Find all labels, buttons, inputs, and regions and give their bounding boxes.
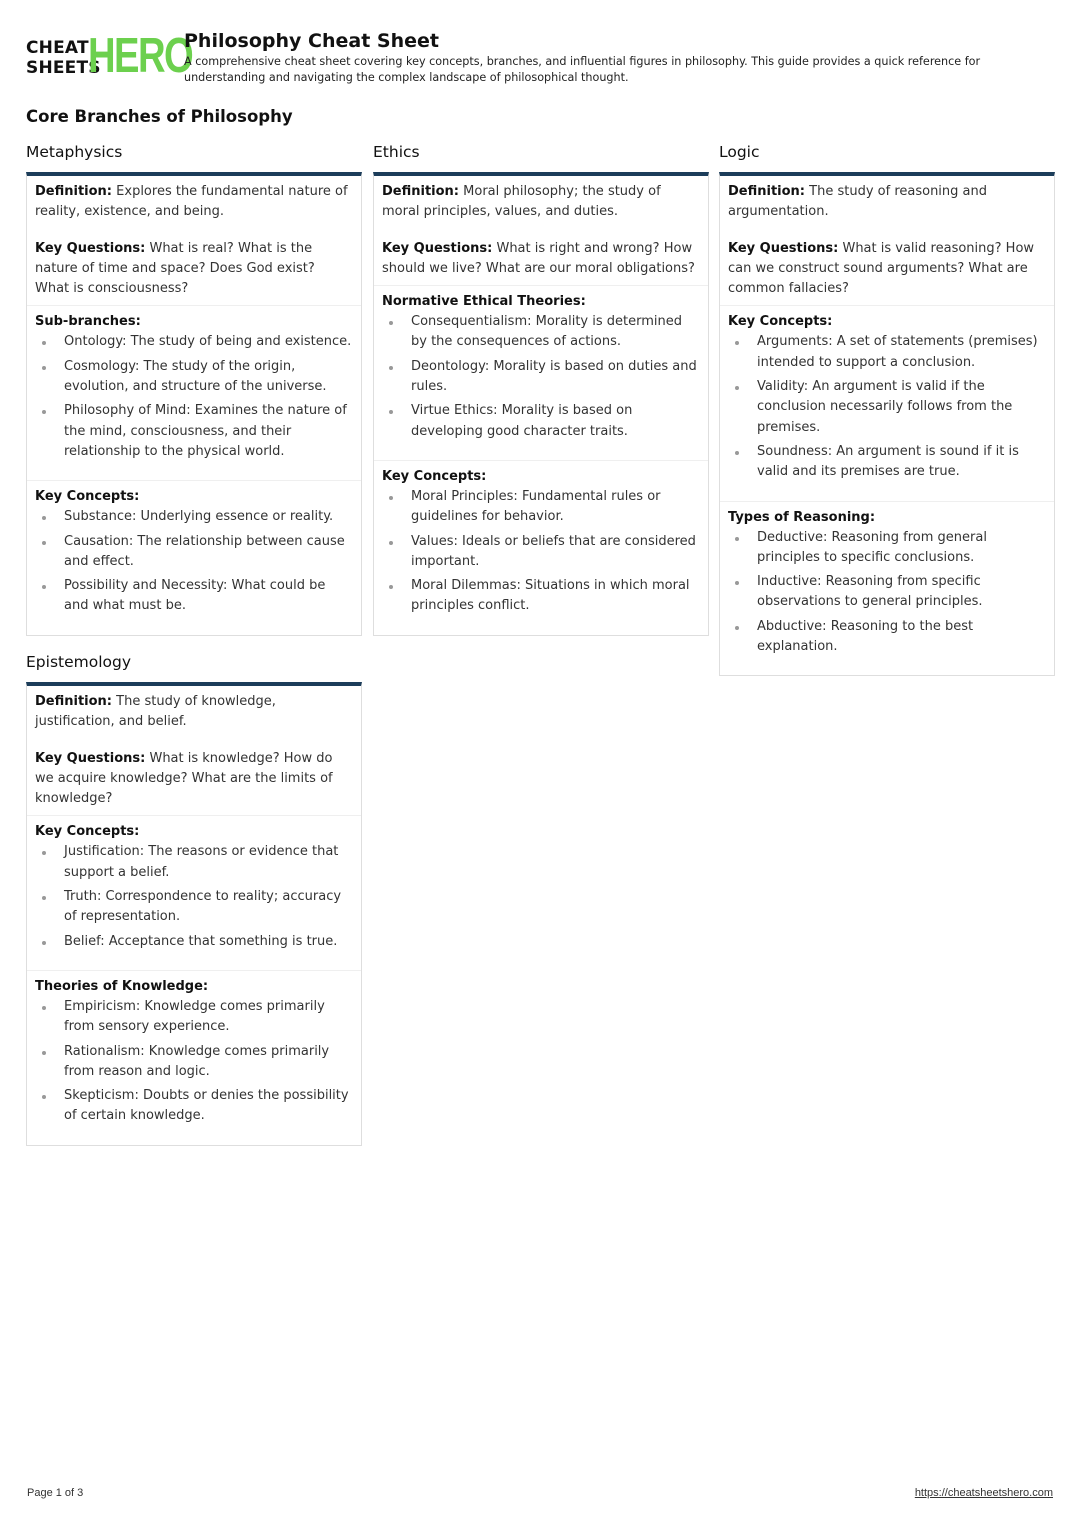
card-heading: Epistemology <box>26 653 132 671</box>
list-item-text: Possibility and Necessity: What could be and what must be. <box>64 578 326 614</box>
list-item-text: Justification: The reasons or evidence that support a belief. <box>64 844 339 880</box>
list-item-text: Skepticism: Doubts or denies the possibility of certain knowledge. <box>64 1088 349 1124</box>
list-label: Types of Reasoning: <box>728 509 876 525</box>
definition-label: Definition: <box>728 184 806 199</box>
bullet-icon <box>735 386 739 390</box>
intro-block <box>720 176 1054 305</box>
intro-block <box>27 176 361 305</box>
list-item <box>35 842 353 883</box>
list-label: Key Concepts: <box>382 468 487 484</box>
key-questions-text: What is valid reasoning? How can we construct sound arguments? What are common fallacies? <box>728 240 1035 297</box>
list-item <box>35 401 353 462</box>
bullet-icon <box>389 585 393 589</box>
bullet-icon <box>42 410 46 414</box>
list-item <box>35 332 353 352</box>
card-ethics <box>373 141 709 636</box>
list-block-secondary <box>27 480 361 634</box>
list-label: Normative Ethical Theories: <box>382 294 586 310</box>
bullet-icon <box>389 366 393 370</box>
page-description: A comprehensive cheat sheet covering key concepts, branches, and influential figures in philosophy. This guide provides a quick reference for understanding and navigating the complex landscape of philosophical thought. <box>184 55 981 84</box>
list-item <box>382 357 700 398</box>
list-item-text: Arguments: A set of statements (premises) intended to support a conclusion. <box>757 334 1038 370</box>
list-item <box>728 332 1046 373</box>
bullet-icon <box>389 321 393 325</box>
list-block-secondary <box>374 460 708 635</box>
site-link[interactable]: https://cheatsheetshero.com <box>914 1487 1053 1499</box>
definition <box>35 692 353 733</box>
list-item <box>382 532 700 573</box>
bullet-list <box>35 332 353 462</box>
list-block-primary <box>27 305 361 480</box>
list-block-secondary <box>720 501 1054 676</box>
definition-label: Definition: <box>382 184 460 199</box>
list-item <box>35 532 353 573</box>
list-item-text: Cosmology: The study of the origin, evolution, and structure of the universe. <box>64 358 327 395</box>
bullet-icon <box>389 410 393 414</box>
list-item-text: Philosophy of Mind: Examines the nature of the mind, consciousness, and their relationship to the physical world. <box>64 403 347 459</box>
list-item <box>35 576 353 617</box>
bullet-icon <box>735 451 739 455</box>
key-questions <box>35 239 353 300</box>
list-item-text: Substance: Underlying essence or reality. <box>64 509 334 525</box>
key-questions-text: What is right and wrong? How should we live? What are our moral obligations? <box>382 240 695 276</box>
list-label: Key Concepts: <box>35 489 140 505</box>
intro-block <box>27 686 361 815</box>
card-heading: Logic <box>719 143 760 161</box>
list-item <box>35 507 353 527</box>
list-item <box>382 487 700 528</box>
card-metaphysics <box>26 141 362 636</box>
definition <box>728 182 1046 223</box>
list-block-primary <box>720 305 1054 500</box>
list-item-text: Consequentialism: Morality is determined by the consequences of actions. <box>411 314 682 350</box>
intro-block <box>374 176 708 285</box>
logo-hero: HERO <box>88 29 193 83</box>
list-item-text: Deontology: Morality is based on duties and rules. <box>411 358 697 395</box>
page-number: Page 1 of 3 <box>27 1487 84 1499</box>
bullet-icon <box>42 585 46 589</box>
list-item-text: Soundness: An argument is sound if it is valid and its premises are true. <box>757 443 1019 480</box>
list-item-text: Virtue Ethics: Morality is based on developing good character traits. <box>411 403 633 439</box>
bullet-icon <box>42 1051 46 1055</box>
list-item <box>35 997 353 1038</box>
bullet-list <box>382 487 700 617</box>
section-title: Core Branches of Philosophy <box>26 107 293 126</box>
logo-line-sheets: SHEETS <box>26 58 101 78</box>
bullet-list <box>382 312 700 442</box>
list-label: Sub-branches: <box>35 314 141 330</box>
key-questions <box>728 239 1046 300</box>
list-block-secondary <box>27 970 361 1145</box>
bullet-list <box>35 997 353 1127</box>
key-questions <box>35 749 353 810</box>
bullet-icon <box>42 896 46 900</box>
bullet-list <box>35 507 353 616</box>
page-header <box>26 28 1056 90</box>
key-questions-text: What is real? What is the nature of time and space? Does God exist? What is consciousness? <box>35 240 315 297</box>
bullet-icon <box>735 341 739 345</box>
list-item <box>35 1042 353 1083</box>
list-item <box>382 401 700 442</box>
bullet-icon <box>42 851 46 855</box>
list-item-text: Values: Ideals or beliefs that are considered important. <box>411 533 696 569</box>
definition <box>35 182 353 223</box>
bullet-icon <box>735 626 739 630</box>
list-item-text: Empiricism: Knowledge comes primarily from sensory experience. <box>64 998 325 1035</box>
list-label: Key Concepts: <box>728 314 833 330</box>
definition-label: Definition: <box>35 184 113 199</box>
bullet-icon <box>42 516 46 520</box>
list-item-text: Belief: Acceptance that something is true. <box>64 933 338 949</box>
bullet-icon <box>42 341 46 345</box>
list-item <box>35 1086 353 1127</box>
card-body <box>719 172 1055 676</box>
bullet-icon <box>389 496 393 500</box>
list-item <box>728 572 1046 613</box>
bullet-icon <box>389 541 393 545</box>
list-item <box>35 357 353 398</box>
list-item <box>382 576 700 617</box>
bullet-icon <box>735 581 739 585</box>
list-item <box>382 312 700 353</box>
bullet-icon <box>42 366 46 370</box>
card-heading: Ethics <box>373 143 420 161</box>
bullet-icon <box>42 1095 46 1099</box>
bullet-list <box>35 842 353 951</box>
key-questions-label: Key Questions: <box>382 240 493 256</box>
list-item-text: Abductive: Reasoning to the best explanation. <box>757 618 974 655</box>
list-item-text: Validity: An argument is valid if the conclusion necessarily follows from the premises. <box>757 379 1013 435</box>
list-item-text: Rationalism: Knowledge comes primarily from reason and logic. <box>64 1043 330 1079</box>
list-item <box>728 442 1046 483</box>
key-questions <box>382 239 700 280</box>
key-questions-label: Key Questions: <box>35 750 146 766</box>
list-item-text: Truth: Correspondence to reality; accuracy of representation. <box>64 889 342 925</box>
page-title: Philosophy Cheat Sheet <box>184 30 439 52</box>
bullet-icon <box>42 541 46 545</box>
list-block-primary <box>27 815 361 969</box>
list-item-text: Moral Principles: Fundamental rules or guidelines for behavior. <box>411 488 661 525</box>
bullet-icon <box>42 1006 46 1010</box>
card-heading: Metaphysics <box>26 143 123 161</box>
list-item-text: Inductive: Reasoning from specific observations to general principles. <box>757 574 983 610</box>
bullet-icon <box>42 941 46 945</box>
definition-label: Definition: <box>35 694 113 709</box>
list-item-text: Deductive: Reasoning from general principles to specific conclusions. <box>757 529 987 565</box>
list-item <box>728 377 1046 438</box>
list-item-text: Causation: The relationship between cause and effect. <box>64 533 345 569</box>
list-block-primary <box>374 285 708 460</box>
definition-text: The study of reasoning and argumentation. <box>728 184 987 220</box>
list-item-text: Ontology: The study of being and existence. <box>64 334 352 350</box>
list-label: Key Concepts: <box>35 824 140 840</box>
list-item <box>728 617 1046 658</box>
bullet-list <box>728 332 1046 482</box>
definition-text: Explores the fundamental nature of reality, existence, and being. <box>35 184 348 220</box>
key-questions-label: Key Questions: <box>728 240 839 256</box>
card-logic <box>719 141 1055 676</box>
definition-text: The study of knowledge, justification, and belief. <box>35 694 276 730</box>
definition-text: Moral philosophy; the study of moral principles, values, and duties. <box>382 184 661 220</box>
list-item <box>35 932 353 952</box>
list-label: Theories of Knowledge: <box>35 978 209 994</box>
list-item-text: Moral Dilemmas: Situations in which moral principles conflict. <box>411 578 690 614</box>
card-body <box>373 172 709 636</box>
list-item <box>35 887 353 928</box>
card-body <box>26 172 362 636</box>
bullet-list <box>728 528 1046 658</box>
cheatsheetshero-logo[interactable] <box>26 29 193 83</box>
definition <box>382 182 700 223</box>
list-item <box>728 528 1046 569</box>
bullet-icon <box>735 537 739 541</box>
card-body <box>26 682 362 1146</box>
card-epistemology <box>26 651 362 1146</box>
logo-line-cheat: CHEAT <box>26 38 89 58</box>
key-questions-text: What is knowledge? How do we acquire knowledge? What are the limits of knowledge? <box>35 750 333 807</box>
key-questions-label: Key Questions: <box>35 240 146 256</box>
